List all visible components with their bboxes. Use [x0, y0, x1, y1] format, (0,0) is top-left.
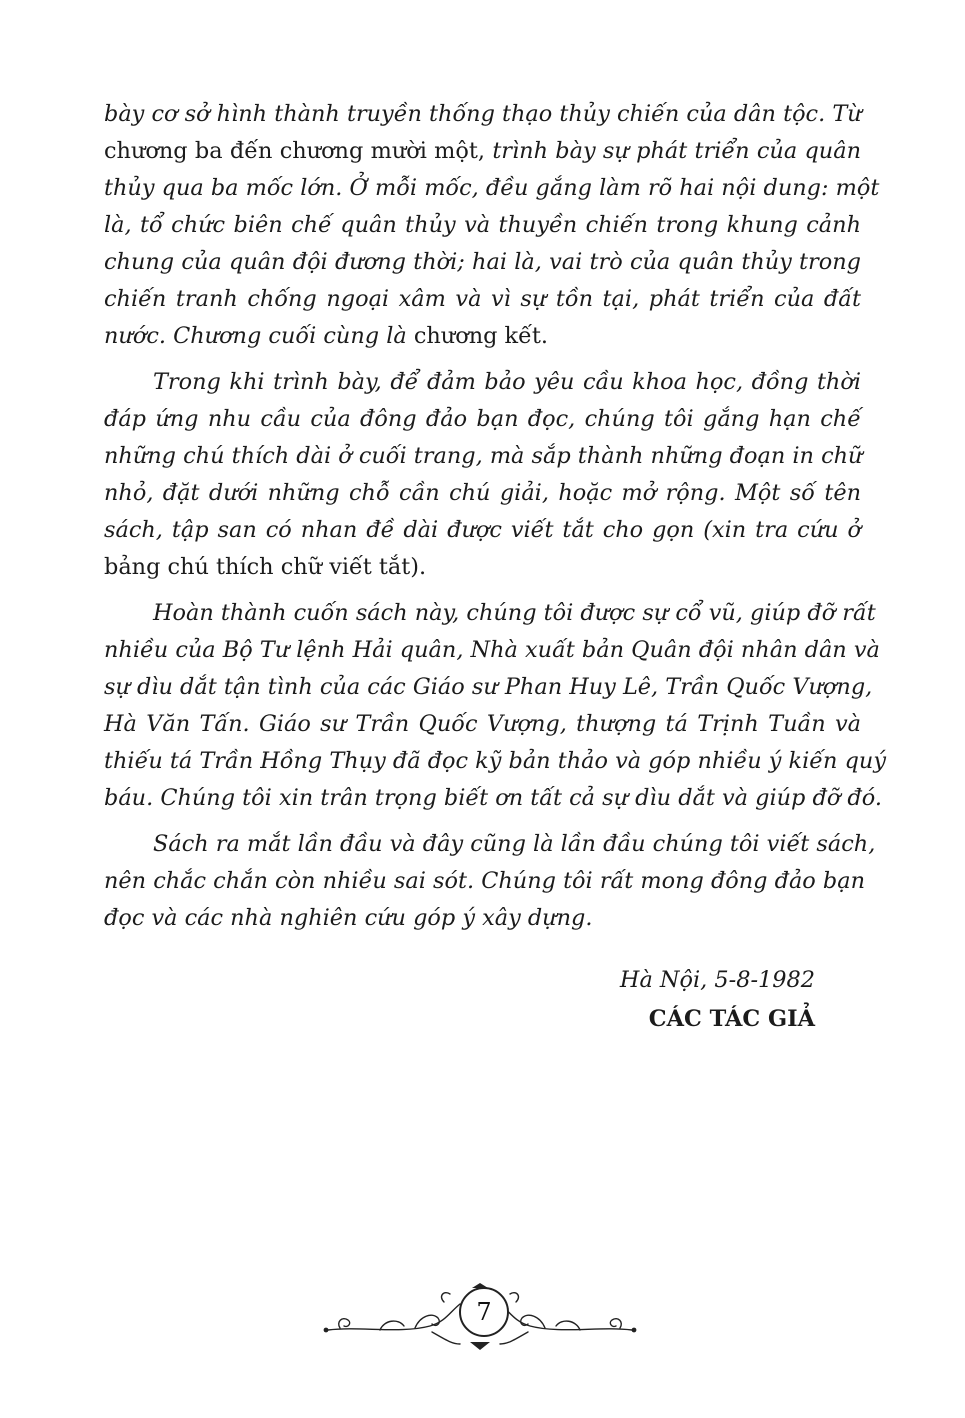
text-run: chung của quân đội đương thời; hai là, vai trò của quân thủy trong	[104, 249, 861, 275]
text-run: nên chắc chắn còn nhiều sai sót. Chúng tôi rất mong đông đảo bạn	[104, 868, 866, 894]
text-run: Trong khi trình bày, để đảm bảo yêu cầu khoa học, đồng thời	[153, 369, 861, 395]
text-line	[104, 512, 861, 549]
text-run: là, tổ chức biên chế quân thủy và thuyền chiến trong khung cảnh	[104, 212, 861, 238]
text-run: nước. Chương cuối cùng là	[104, 323, 414, 349]
signature-date: Hà Nội, 5-8-1982	[619, 967, 815, 993]
text-line	[104, 96, 861, 133]
text-line	[104, 632, 880, 669]
text-run: chương ba đến chương mười một,	[104, 138, 493, 164]
text-run: đáp ứng nhu cầu của đông đảo bạn đọc, chúng tôi gắng hạn chế	[104, 406, 861, 432]
text-run: sự dìu dắt tận tình của các Giáo sư Phan Huy Lê, Trần Quốc Vượng,	[104, 674, 873, 700]
text-line	[104, 364, 861, 401]
text-run: trình bày sự phát triển của quân	[492, 138, 861, 164]
text-run: bày cơ sở hình thành truyền thống thạo thủy chiến của dân tộc. Từ	[104, 101, 862, 127]
text-run: những chú thích dài ở cuối trang, mà sắp thành những đoạn in chữ	[104, 443, 863, 469]
text-line	[104, 669, 873, 706]
text-line	[104, 170, 880, 207]
paragraph	[104, 96, 880, 355]
text-run: Sách ra mắt lần đầu và đây cũng là lần đầu chúng tôi viết sách,	[153, 831, 876, 857]
text-line	[104, 244, 861, 281]
paragraph	[104, 595, 886, 817]
text-run: Hoàn thành cuốn sách này, chúng tôi được sự cổ vũ, giúp đỡ rất	[153, 600, 876, 626]
paragraph	[104, 826, 876, 937]
text-line	[104, 780, 882, 817]
signature-block	[620, 962, 815, 1038]
text-run: thủy qua ba mốc lớn. Ở mỗi mốc, đều gắng làm rõ hai nội dung: một	[104, 175, 880, 201]
text-line	[104, 743, 886, 780]
page-number	[459, 1287, 509, 1337]
text-run: thiếu tá Trần Hồng Thụy đã đọc kỹ bản thảo và góp nhiều ý kiến quý	[104, 748, 886, 774]
signature-authors: CÁC TÁC GIẢ	[648, 1006, 815, 1032]
text-line	[104, 207, 861, 244]
text-run: nhiều của Bộ Tư lệnh Hải quân, Nhà xuất bản Quân đội nhân dân và	[104, 637, 880, 663]
text-run: bảng chú thích chữ viết tắt).	[104, 554, 427, 580]
text-line	[104, 595, 876, 632]
text-run: Hà Văn Tấn. Giáo sư Trần Quốc Vượng, thượng tá Trịnh Tuần và	[104, 711, 861, 737]
text-run: đọc và các nhà nghiên cứu góp ý xây dựng.	[104, 905, 593, 931]
text-line	[104, 438, 861, 475]
text-line	[104, 475, 861, 512]
text-run: chương kết.	[413, 323, 549, 349]
text-line	[104, 401, 861, 438]
page-number-label: 7	[476, 1298, 492, 1326]
text-line	[104, 826, 876, 863]
text-line	[104, 706, 861, 743]
body-text	[104, 96, 886, 937]
text-line	[104, 549, 861, 586]
text-run: sách, tập san có nhan đề dài được viết tắt cho gọn (xin tra cứu ở	[104, 517, 861, 543]
text-line	[104, 900, 861, 937]
paragraph	[104, 364, 861, 586]
text-line	[104, 863, 866, 900]
text-run: chiến tranh chống ngoại xâm và vì sự tồn tại, phát triển của đất	[104, 286, 861, 312]
text-run: báu. Chúng tôi xin trân trọng biết ơn tất cả sự dìu dắt và giúp đỡ đó.	[104, 785, 882, 811]
text-run: nhỏ, đặt dưới những chỗ cần chú giải, hoặc mở rộng. Một số tên	[104, 480, 861, 506]
text-line	[104, 281, 861, 318]
text-line	[104, 318, 861, 355]
text-line	[104, 133, 861, 170]
